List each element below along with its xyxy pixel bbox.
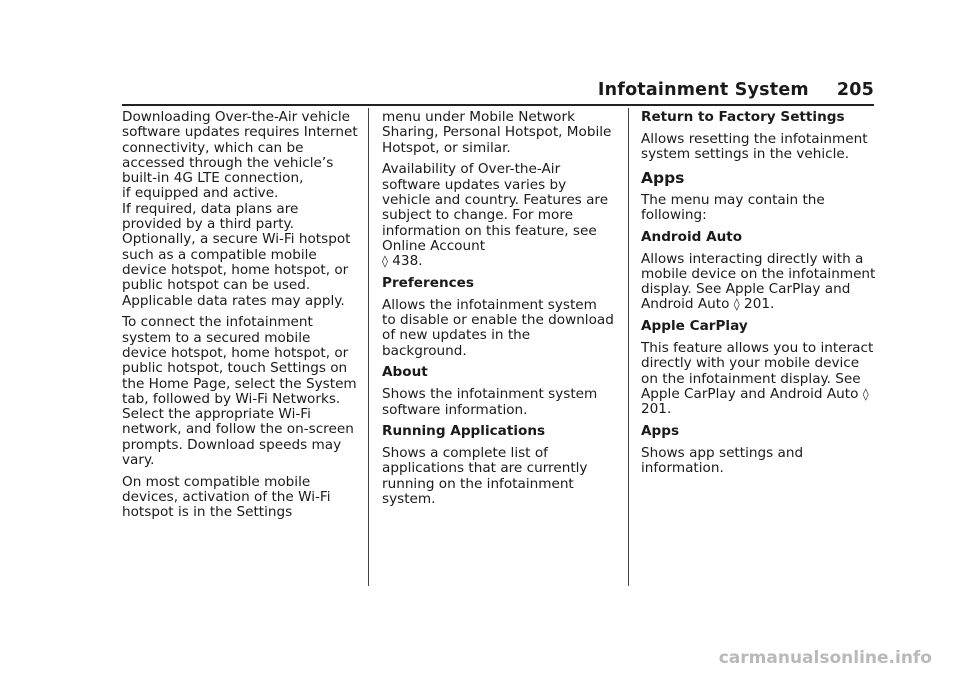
subheading: Android Auto (641, 228, 743, 245)
paragraph: Downloading Over-the-Air vehicle software updates requires Internet connectivity, which can be accessed through the vehicle’s built-in 4G LTE connection, if equipped and active. If required, data plans are provided by a third party. Optionally, a secure Wi-Fi hotspot such as a compatible mobile device hotspot, home hotspot, or public hotspot can be used. Applicable data rates may apply. (122, 109, 358, 309)
column-3 (641, 110, 877, 483)
subheading: Preferences (382, 274, 474, 291)
paragraph: The menu may contain the following: (641, 191, 825, 223)
subheading: About (382, 364, 428, 381)
column-1 (122, 110, 358, 527)
column-divider (368, 108, 369, 586)
paragraph: Allows interacting directly with a mobile device on the infotainment display. See Apple CarPlay and Android Auto ◊ 201. (641, 250, 876, 313)
page-header (598, 80, 874, 100)
arrow-ref-icon: ◊ (733, 297, 740, 312)
column-divider (628, 108, 629, 586)
paragraph: Availability of Over-the-Air software updates varies by vehicle and country. Features are subject to change. For more information on this feature, see Online Account ◊ 438. (382, 161, 609, 270)
paragraph: To connect the infotainment system to a secured mobile device hotspot, home hotspot, or public hotspot, touch Settings on the Home Page, select the System tab, followed by Wi-Fi Networks. Select the appropriate Wi-Fi network, and follow the on-screen prompts. Download speeds may vary. (122, 314, 357, 469)
section-title: Infotainment System (597, 80, 809, 100)
page-ref: 201. (744, 296, 775, 313)
subheading: Apps (641, 423, 680, 440)
column-2 (382, 110, 614, 514)
paragraph: This feature allows you to interact directly with your mobile device on the infotainment display. See Apple CarPlay and Android Auto ◊ 201. (641, 340, 874, 418)
header-rule (122, 104, 874, 106)
section-heading: Apps (641, 169, 685, 188)
page-number: 205 (836, 80, 874, 100)
arrow-ref-icon: ◊ (862, 386, 869, 401)
arrow-ref-icon: ◊ (382, 254, 388, 269)
page-ref: 438. (392, 253, 423, 270)
paragraph: On most compatible mobile devices, activation of the Wi-Fi hotspot is in the Settings (122, 473, 331, 521)
paragraph: Shows a complete list of applications that are currently running on the infotainment system. (382, 445, 588, 508)
paragraph: menu under Mobile Network Sharing, Personal Hotspot, Mobile Hotspot, or similar. (382, 109, 612, 156)
paragraph: Allows resetting the infotainment system settings in the vehicle. (641, 130, 868, 163)
paragraph: Allows the infotainment system to disable or enable the download of new updates in the background. (382, 296, 614, 359)
paragraph: Shows app settings and information. (641, 444, 804, 477)
subheading: Return to Factory Settings (641, 109, 845, 125)
paragraph: Shows the infotainment system software information. (382, 386, 598, 418)
watermark: carmanualsonline.info (718, 648, 932, 668)
page-ref: 201. (641, 401, 672, 418)
subheading: Apple CarPlay (641, 318, 748, 335)
subheading: Running Applications (382, 423, 546, 440)
